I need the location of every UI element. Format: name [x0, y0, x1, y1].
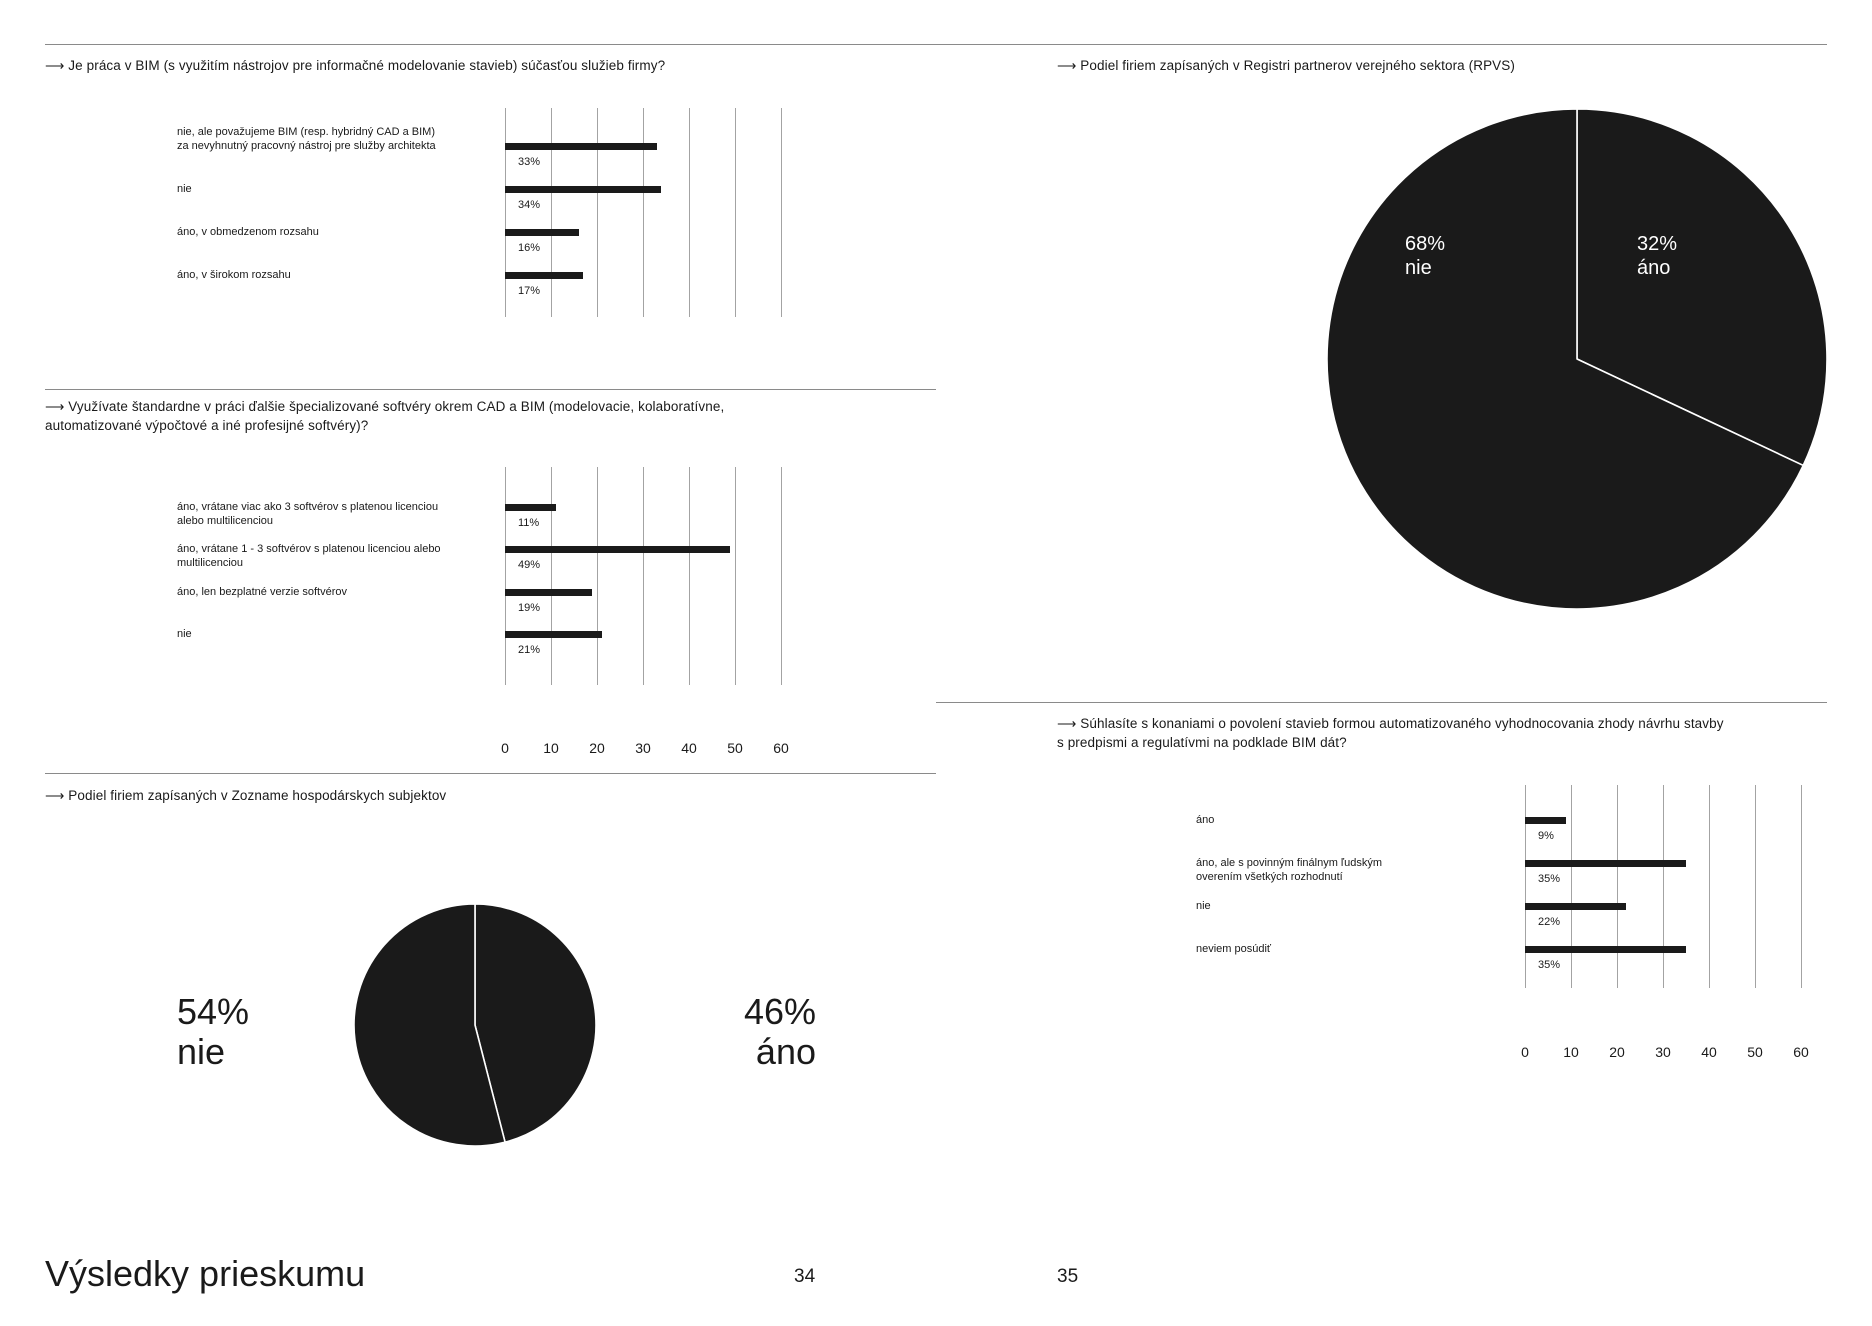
bar-value-label: 34% — [518, 199, 541, 211]
chart-title-business-register: ⟶ Podiel firiem zapísaných v Zozname hospodárskych subjektov — [45, 788, 447, 803]
tick-label: 30 — [635, 740, 651, 756]
bar-value-label: 49% — [518, 559, 541, 571]
bar-value-label: 16% — [518, 242, 541, 254]
category-label: áno — [1196, 814, 1215, 826]
pie-label: 32% áno — [1637, 233, 1678, 279]
gridline — [1663, 785, 1664, 988]
category-label: áno, ale s povinným finálnym ľudským overením všetkých rozhodnutí — [1196, 857, 1383, 883]
tick-label: 40 — [681, 740, 697, 756]
gridline — [1617, 785, 1618, 988]
bar-value-label: 22% — [1538, 916, 1561, 928]
chart-title-rpvs: ⟶ Podiel firiem zapísaných v Registri partnerov verejného sektora (RPVS) — [1057, 58, 1515, 73]
tick-label: 40 — [1701, 1044, 1717, 1060]
page-number-right: 35 — [1057, 1266, 1079, 1287]
category-label: nie — [177, 183, 192, 195]
pie-label: 68% nie — [1405, 233, 1446, 279]
bar-value-label: 35% — [1538, 873, 1561, 885]
bar-value-label: 21% — [518, 644, 541, 656]
bar — [1525, 903, 1626, 910]
category-label: nie — [177, 628, 192, 640]
category-label: nie — [1196, 900, 1211, 912]
pie-label: 46% áno — [743, 991, 816, 1072]
tick-label: 30 — [1655, 1044, 1671, 1060]
category-label: áno, vrátane 1 - 3 softvérov s platenou licenciou alebo multilicenciou — [177, 543, 441, 569]
tick-label: 20 — [1609, 1044, 1625, 1060]
category-label: nie, ale považujeme BIM (resp. hybridný CAD a BIM) za nevyhnutný pracovný nástroj pre služby architekta — [177, 126, 436, 152]
gridline — [1801, 785, 1802, 988]
tick-label: 50 — [1747, 1044, 1763, 1060]
bar-value-label: 9% — [1538, 830, 1554, 842]
gridline — [1709, 785, 1710, 988]
bar — [1525, 817, 1566, 824]
page-number-left: 34 — [794, 1266, 816, 1287]
tick-label: 60 — [1793, 1044, 1809, 1060]
bar-value-label: 11% — [518, 517, 540, 529]
category-label: áno, vrátane viac ako 3 softvérov s platenou licenciou alebo multilicenciou — [177, 501, 439, 527]
tick-label: 50 — [727, 740, 743, 756]
category-label: áno, len bezplatné verzie softvérov — [177, 586, 347, 598]
bar — [1525, 946, 1686, 953]
bar — [1525, 860, 1686, 867]
chart-title-bim-usage: ⟶ Je práca v BIM (s využitím nástrojov pre informačné modelovanie stavieb) súčasťou služieb firmy? — [45, 58, 666, 73]
chart-title-software-usage: ⟶ Využívate štandardne v práci ďalšie špecializované softvéry okrem CAD a BIM (modelovacie, kolaboratívne, automatizované výpočtové a iné profesijné softvéry)? — [45, 399, 725, 433]
bar-value-label: 35% — [1538, 959, 1561, 971]
gridline — [1525, 785, 1526, 988]
section-title: Výsledky prieskumu — [45, 1253, 366, 1294]
tick-label: 0 — [501, 740, 509, 756]
category-label: áno, v obmedzenom rozsahu — [177, 226, 319, 238]
tick-label: 10 — [1563, 1044, 1579, 1060]
bar-value-label: 33% — [518, 156, 541, 168]
gridline — [1755, 785, 1756, 988]
category-label: neviem posúdiť — [1196, 943, 1272, 955]
tick-label: 0 — [1521, 1044, 1529, 1060]
bar-value-label: 19% — [518, 602, 541, 614]
category-label: áno, v širokom rozsahu — [177, 269, 291, 281]
pie-label: 54% nie — [177, 991, 250, 1072]
tick-label: 60 — [773, 740, 789, 756]
tick-label: 10 — [543, 740, 559, 756]
tick-label: 20 — [589, 740, 605, 756]
chart-title-automated-permits: ⟶ Súhlasíte s konaniami o povolení stavieb formou automatizovaného vyhodnocovania zhody návrhu stavby s predpismi a regulatívmi na podklade BIM dát? — [1057, 716, 1724, 750]
gridline — [1571, 785, 1572, 988]
bar-value-label: 17% — [518, 285, 541, 297]
